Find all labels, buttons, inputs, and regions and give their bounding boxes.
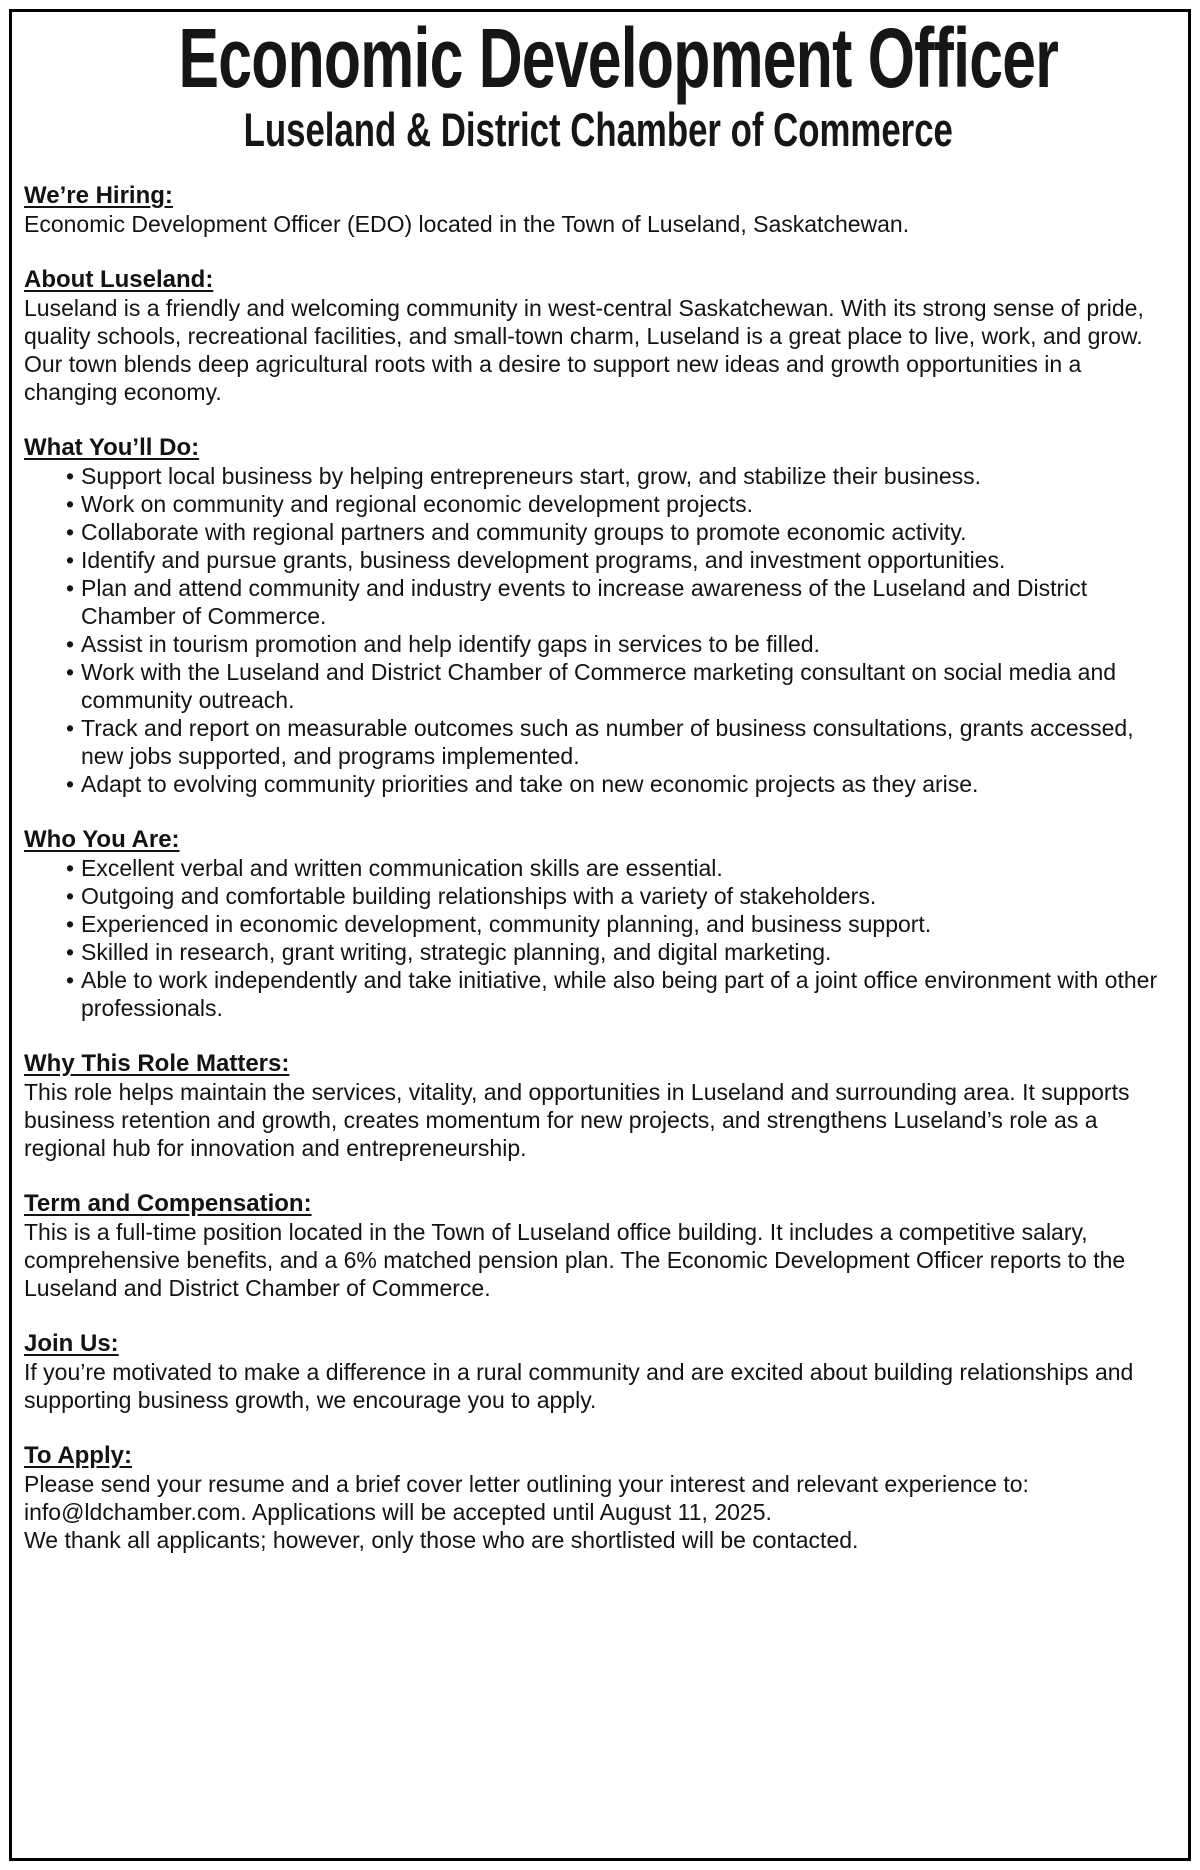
- section-join-us: [24, 1330, 1172, 1414]
- list-item: • Support local business by helping entrepreneurs start, grow, and stabilize their business.: [66, 462, 1172, 490]
- section-paragraph: Luseland is a friendly and welcoming community in west-central Saskatchewan. With its strong sense of pride, quality schools, recreational facilities, and small-town charm, Luseland is a great place to live, work, and grow. Our town blends deep agricultural roots with a desire to support new ideas and growth opportunities in a changing economy.: [24, 295, 1144, 405]
- section-heading: Who You Are:: [24, 826, 180, 853]
- list-item: • Plan and attend community and industry events to increase awareness of the Luseland and District Chamber of Commerce.: [66, 574, 1172, 630]
- apply-intro-text: Please send your resume and a brief cover letter outlining your interest and relevant experience to:: [24, 1471, 1029, 1497]
- section-heading: We’re Hiring:: [24, 182, 173, 209]
- section-paragraph: If you’re motivated to make a difference in a rural community and are excited about building relationships and supporting business growth, we encourage you to apply.: [24, 1359, 1134, 1413]
- section-heading: What You’ll Do:: [24, 434, 200, 461]
- duties-list: [24, 462, 1172, 798]
- page-title: Economic Development Officer: [178, 11, 1059, 106]
- email-address: info@ldchamber.com: [24, 1499, 241, 1525]
- section-heading: About Luseland:: [24, 266, 214, 293]
- page-subtitle: Luseland & District Chamber of Commerce: [243, 103, 953, 156]
- masthead: [24, 11, 1172, 156]
- list-item: • Skilled in research, grant writing, strategic planning, and digital marketing.: [66, 938, 1172, 966]
- title-line: [24, 11, 1172, 106]
- list-item: • Track and report on measurable outcomes such as number of business consultations, grants accessed, new jobs supported, and programs implemented.: [66, 714, 1172, 770]
- qualifications-list: [24, 854, 1172, 1022]
- list-item: • Excellent verbal and written communication skills are essential.: [66, 854, 1172, 882]
- section-heading: Why This Role Matters:: [24, 1050, 290, 1077]
- applicants-note: We thank all applicants; however, only those who are shortlisted will be contacted.: [24, 1527, 859, 1553]
- list-item: • Work on community and regional economic development projects.: [66, 490, 1172, 518]
- section-why-this-role-matters: [24, 1050, 1172, 1162]
- list-item: • Adapt to evolving community priorities and take on new economic projects as they arise.: [66, 770, 1172, 798]
- list-item: • Work with the Luseland and District Chamber of Commerce marketing consultant on social media and community outreach.: [66, 658, 1172, 714]
- apply-deadline-text: . Applications will be accepted until August 11, 2025.: [240, 1499, 772, 1525]
- section-paragraph: This role helps maintain the services, vitality, and opportunities in Luseland and surrounding area. It supports business retention and growth, creates momentum for new projects, and strengthens Luseland’s role as a regional hub for innovation and entrepreneurship.: [24, 1079, 1130, 1161]
- list-item: • Outgoing and comfortable building relationships with a variety of stakeholders.: [66, 882, 1172, 910]
- list-item: • Experienced in economic development, community planning, and business support.: [66, 910, 1172, 938]
- list-item: • Identify and pursue grants, business development programs, and investment opportunities.: [66, 546, 1172, 574]
- apply-instructions: [24, 1470, 1172, 1526]
- subtitle-line: [24, 103, 1172, 156]
- section-paragraph: Economic Development Officer (EDO) located in the Town of Luseland, Saskatchewan.: [24, 211, 910, 237]
- list-item: • Assist in tourism promotion and help identify gaps in services to be filled.: [66, 630, 1172, 658]
- section-to-apply: [24, 1442, 1172, 1554]
- section-heading: To Apply:: [24, 1442, 132, 1469]
- section-term-and-compensation: [24, 1190, 1172, 1302]
- section-who-you-are: [24, 826, 1172, 1022]
- section-what-youll-do: [24, 434, 1172, 798]
- section-about-luseland: [24, 266, 1172, 406]
- section-heading: Join Us:: [24, 1330, 119, 1357]
- list-item: • Able to work independently and take initiative, while also being part of a joint office environment with other professionals.: [66, 966, 1172, 1022]
- list-item: • Collaborate with regional partners and community groups to promote economic activity.: [66, 518, 1172, 546]
- section-heading: Term and Compensation:: [24, 1190, 312, 1217]
- section-were-hiring: [24, 182, 1172, 238]
- section-paragraph: This is a full-time position located in the Town of Luseland office building. It includes a competitive salary, comprehensive benefits, and a 6% matched pension plan. The Economic Development Officer reports to the Luseland and District Chamber of Commerce.: [24, 1219, 1126, 1301]
